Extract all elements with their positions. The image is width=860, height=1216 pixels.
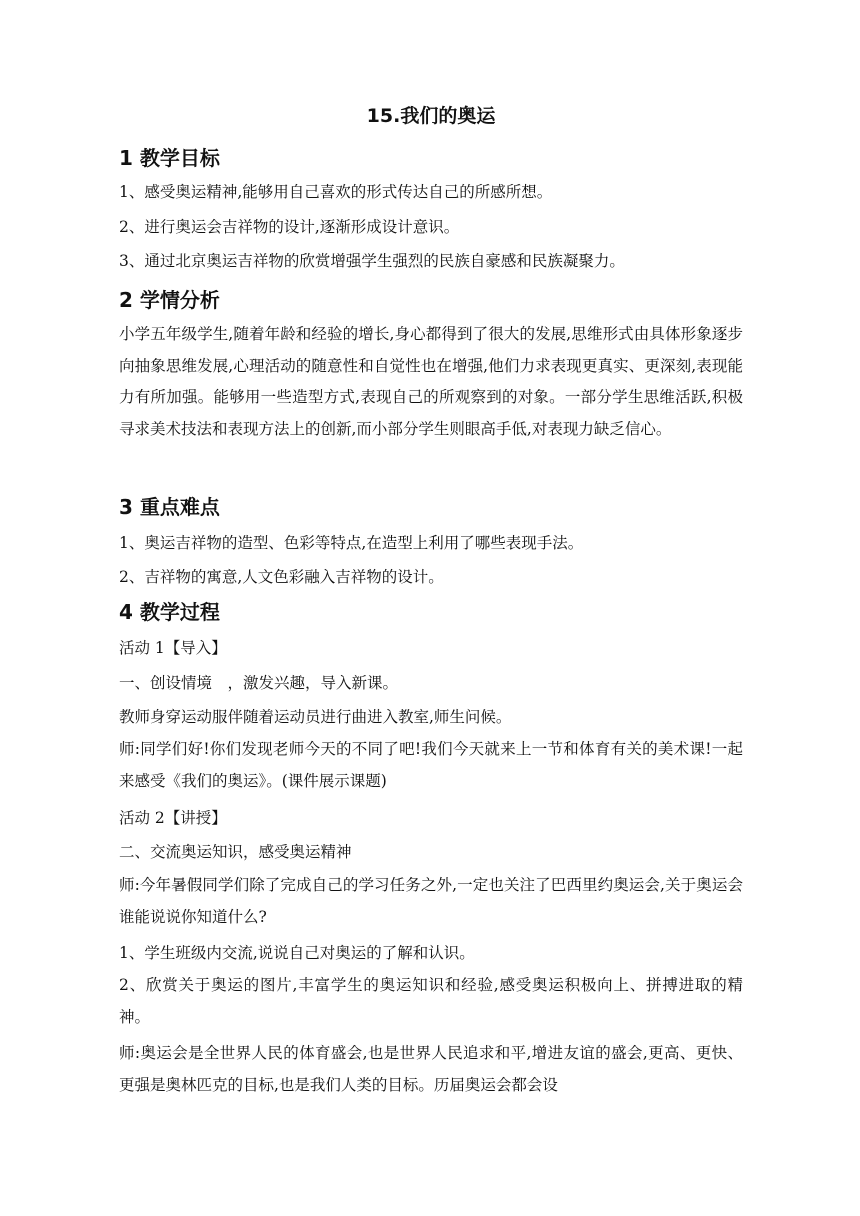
key-point-item-2: 2、吉祥物的寓意,人文色彩融入吉祥物的设计。 — [119, 568, 444, 586]
activity-1-label: 活动 1【导入】 — [119, 639, 227, 657]
objective-item-1: 1、感受奥运精神,能够用自己喜欢的形式传达自己的所感所想。 — [119, 183, 553, 201]
teacher-entrance-text: 教师身穿运动服伴随着运动员进行曲进入教室,师生问候。 — [119, 708, 512, 726]
section-heading-key-points: 3 重点难点 — [119, 495, 220, 519]
process-item-1: 1、学生班级内交流,说说自己对奥运的了解和认识。 — [119, 944, 475, 962]
teacher-summary-paragraph: 师:奥运会是全世界人民的体育盛会,也是世界人民追求和平,增进友谊的盛会,更高、更快、更强是奥林匹克的目标,也是我们人类的目标。历届奥运会都会设 — [119, 1044, 743, 1094]
step-2-heading: 二、交流奥运知识，感受奥运精神 — [119, 843, 352, 861]
objective-item-3: 3、通过北京奥运吉祥物的欣赏增强学生强烈的民族自豪感和民族凝聚力。 — [119, 252, 625, 270]
section-heading-learner-analysis: 2 学情分析 — [119, 288, 220, 312]
teacher-greeting-paragraph: 师:同学们好!你们发现老师今天的不同了吧!我们今天就来上一节和体育有关的美术课!一起来感受《我们的奥运》。(课件展示课题) — [119, 740, 743, 790]
document-title: 15.我们的奥运 — [366, 105, 496, 127]
process-item-2: 2、欣赏关于奥运的图片,丰富学生的奥运知识和经验,感受奥运积极向上、拼搏进取的精神。 — [119, 976, 743, 1026]
section-heading-objectives: 1 教学目标 — [119, 146, 220, 170]
learner-analysis-paragraph: 小学五年级学生,随着年龄和经验的增长,身心都得到了很大的发展,思维形式由具体形象逐步向抽象思维发展,心理活动的随意性和自觉性也在增强,他们力求表现更真实、更深刻,表现能力有所加强。能够用一些造型方式,表现自己的所观察到的对象。一部分学生思维活跃,积极寻求美术技法和表现方法上的创新,而小部分学生则眼高手低,对表现力缺乏信心。 — [119, 325, 743, 438]
activity-2-label: 活动 2【讲授】 — [119, 809, 227, 827]
step-1-heading: 一、创设情境 ，激发兴趣，导入新课。 — [119, 674, 399, 692]
objective-item-2: 2、进行奥运会吉祥物的设计,逐渐形成设计意识。 — [119, 218, 460, 236]
teacher-question-paragraph: 师:今年暑假同学们除了完成自己的学习任务之外,一定也关注了巴西里约奥运会,关于奥运会谁能说说你知道什么? — [119, 876, 743, 926]
key-point-item-1: 1、奥运吉祥物的造型、色彩等特点,在造型上利用了哪些表现手法。 — [119, 534, 584, 552]
section-heading-teaching-process: 4 教学过程 — [119, 600, 220, 624]
